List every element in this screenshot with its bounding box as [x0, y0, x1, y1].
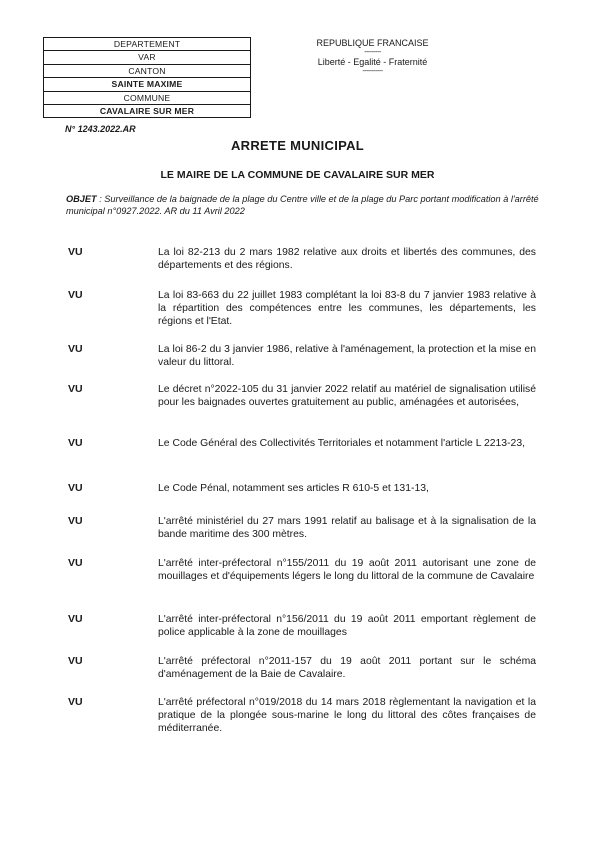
consideration-text: L'arrêté préfectoral n°019/2018 du 14 mars 2018 règlementant la navigation et la pratique de la plongée sous-marine le long du littoral des côtes françaises de méditerranée. [158, 697, 536, 734]
objet-paragraph [66, 193, 566, 217]
republic-dashes-bottom: ----------- [362, 68, 383, 75]
consideration-label: VU [68, 557, 83, 569]
header-row-var: VAR [44, 51, 250, 64]
header-row-departement: DEPARTEMENT [44, 38, 250, 51]
consideration-text: Le décret n°2022-105 du 31 janvier 2022 relatif au matériel de signalisation utilisé pour les baignades ouvertes gratuitement au public, aménagées et autorisées, [158, 384, 536, 408]
consideration-text: L'arrêté inter-préfectoral n°155/2011 du 19 août 2011 autorisant une zone de mouillages et d'équipements légers le long du littoral de la commune de Cavalaire [158, 558, 536, 582]
consideration-label: VU [68, 289, 83, 301]
consideration-label: VU [68, 696, 83, 708]
objet-text: : Surveillance de la baignade de la plage du Centre ville et de la plage du Parc portant modification à l'arrêté municipal n°0927.2022. AR du 11 Avril 2022 [66, 194, 539, 216]
consideration-label: VU [68, 246, 83, 258]
header-row-sainte-maxime: SAINTE MAXIME [44, 78, 250, 91]
consideration-label: VU [68, 437, 83, 449]
header-row-commune: COMMUNE [44, 92, 250, 105]
republic-dashes-top: --------- [364, 49, 381, 56]
header-row-canton: CANTON [44, 65, 250, 78]
consideration-text: La loi 86-2 du 3 janvier 1986, relative à l'aménagement, la protection et la mise en valeur du littoral. [158, 344, 536, 368]
consideration-label: VU [68, 383, 83, 395]
consideration-text: Le Code Général des Collectivités Territoriales et notamment l'article L 2213-23, [158, 438, 525, 449]
document-title: ARRETE MUNICIPAL [230, 138, 365, 153]
consideration-label: VU [68, 515, 83, 527]
document-subtitle: LE MAIRE DE LA COMMUNE DE CAVALAIRE SUR MER [160, 169, 435, 181]
consideration-label: VU [68, 482, 83, 494]
administrative-header-table [43, 37, 251, 118]
republic-header [300, 38, 445, 76]
republic-title: REPUBLIQUE FRANCAISE [316, 38, 429, 48]
objet-label: OBJET [66, 194, 97, 204]
consideration-text: La loi 82-213 du 2 mars 1982 relative aux droits et libertés des communes, des départements et des régions. [158, 247, 536, 271]
consideration-text: Le Code Pénal, notamment ses articles R 610-5 et 131-13, [158, 483, 429, 494]
consideration-label: VU [68, 655, 83, 667]
arrete-number: N° 1243.2022.AR [65, 124, 136, 134]
consideration-label: VU [68, 613, 83, 625]
header-row-cavalaire: CAVALAIRE SUR MER [99, 105, 195, 116]
consideration-text: L'arrêté préfectoral n°2011-157 du 19 août 2011 portant sur le schéma d'aménagement de la Baie de Cavalaire. [158, 656, 536, 680]
republic-motto: Liberté - Egalité - Fraternité [317, 57, 428, 67]
consideration-text: L'arrêté inter-préfectoral n°156/2011 du 19 août 2011 emportant règlement de police applicable à la zone de mouillages [158, 614, 536, 638]
consideration-text: La loi 83-663 du 22 juillet 1983 complétant la loi 83-8 du 7 janvier 1983 relative à la répartition des compétences entre les communes, les départements, les régions et l'Etat. [158, 290, 536, 327]
consideration-label: VU [68, 343, 83, 355]
consideration-text: L'arrêté ministériel du 27 mars 1991 relatif au balisage et à la signalisation de la bande maritime des 300 mètres. [158, 516, 536, 540]
